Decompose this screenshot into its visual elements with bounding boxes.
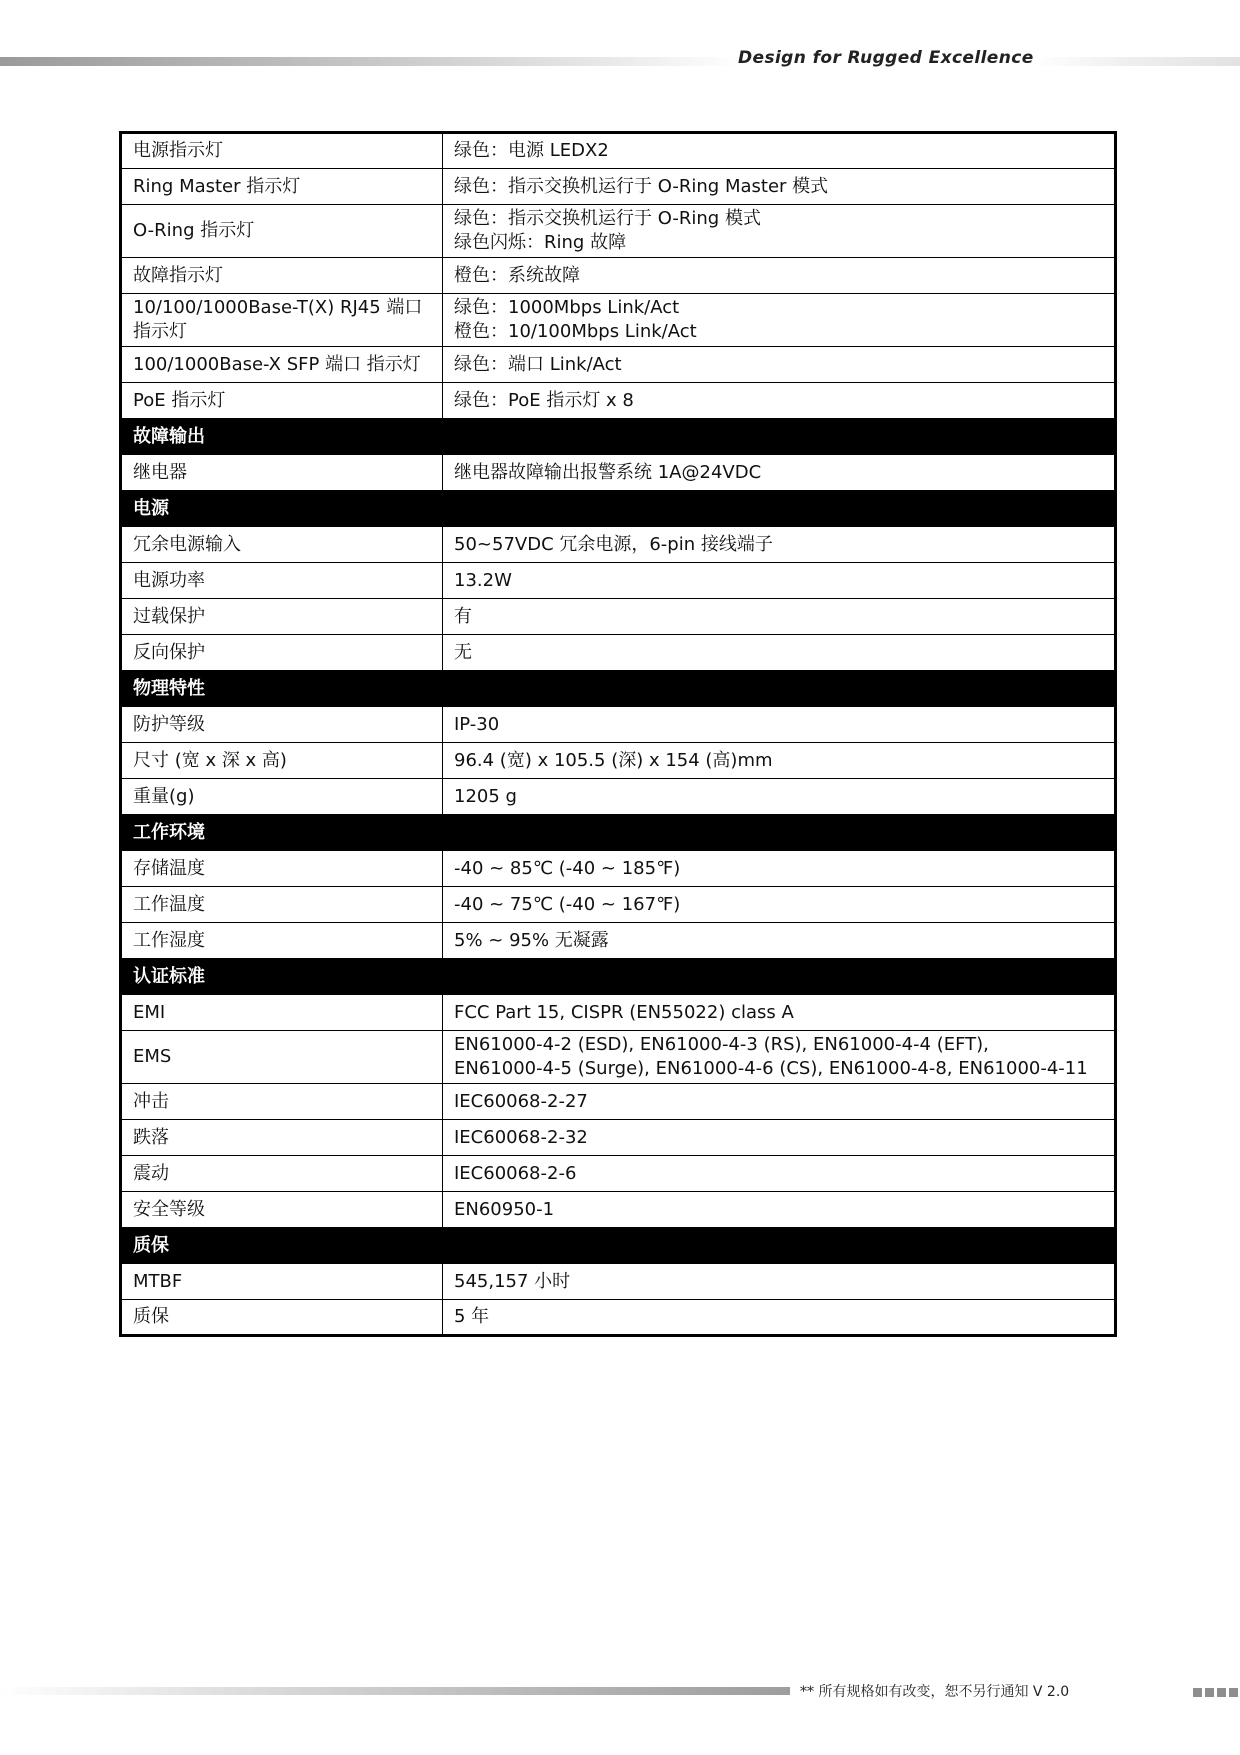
spec-value-line: IEC60068-2-6 [454, 1162, 577, 1184]
spec-value-line: -40 ~ 85℃ (-40 ~ 185℉) [454, 857, 681, 879]
spec-label [121, 599, 443, 635]
spec-value-line: 545,157 小时 [454, 1270, 571, 1292]
spec-label-line: 冗余电源输入 [133, 533, 241, 555]
spec-value-line: 13.2W [454, 569, 512, 591]
spec-row [121, 455, 1116, 491]
spec-label [121, 635, 443, 671]
spec-label-line: 安全等级 [133, 1198, 205, 1220]
spec-label-line: EMI [133, 1001, 166, 1023]
spec-label [121, 169, 443, 205]
footer-squares [1193, 1688, 1238, 1697]
spec-value-line: -40 ~ 75℃ (-40 ~ 167℉) [454, 893, 681, 915]
spec-value [443, 1264, 1116, 1300]
spec-label-line: PoE 指示灯 [133, 389, 226, 411]
spec-value [443, 133, 1116, 169]
spec-value-line: EN61000-4-5 (Surge), EN61000-4-6 (CS), EN61000-4-8, EN61000-4-11 [454, 1058, 1088, 1079]
spec-label-line: 10/100/1000Base-T(X) RJ45 端口 [133, 297, 423, 318]
spec-label-line: 故障指示灯 [133, 264, 223, 286]
spec-row [121, 1084, 1116, 1120]
spec-label [121, 851, 443, 887]
section-header-row [121, 815, 1116, 851]
spec-label [121, 995, 443, 1031]
spec-value-line: 绿色：1000Mbps Link/Act [454, 297, 680, 318]
section-title: 故障输出 [121, 419, 1116, 455]
spec-label [121, 294, 443, 347]
section-header-row [121, 1228, 1116, 1264]
footer-square [1229, 1688, 1238, 1697]
spec-value [443, 887, 1116, 923]
section-header-row [121, 671, 1116, 707]
spec-row [121, 258, 1116, 294]
spec-label-line: 电源指示灯 [133, 140, 223, 161]
spec-label [121, 707, 443, 743]
spec-label-line: 质保 [133, 1306, 169, 1327]
spec-label [121, 258, 443, 294]
spec-label [121, 205, 443, 258]
spec-value-line: 5% ~ 95% 无凝露 [454, 929, 609, 951]
spec-label-line: MTBF [133, 1270, 183, 1292]
spec-label [121, 887, 443, 923]
spec-label [121, 133, 443, 169]
section-header-row [121, 491, 1116, 527]
spec-value [443, 1084, 1116, 1120]
spec-label [121, 743, 443, 779]
spec-label [121, 527, 443, 563]
spec-value-line: 绿色闪烁：Ring 故障 [454, 232, 627, 253]
spec-value [443, 707, 1116, 743]
spec-value-line: 50~57VDC 冗余电源，6-pin 接线端子 [454, 533, 773, 555]
footer-version: V 2.0 [1032, 1684, 1070, 1700]
spec-value-line: 96.4 (宽) x 105.5 (深) x 154 (高)mm [454, 749, 773, 771]
spec-value [443, 1300, 1116, 1336]
spec-row [121, 707, 1116, 743]
spec-value-line: EN61000-4-2 (ESD), EN61000-4-3 (RS), EN61000-4-4 (EFT), [454, 1034, 989, 1055]
spec-value [443, 455, 1116, 491]
spec-value [443, 205, 1116, 258]
spec-label-line: 过载保护 [133, 605, 205, 627]
spec-row [121, 347, 1116, 383]
spec-label [121, 1264, 443, 1300]
spec-label-line: Ring Master 指示灯 [133, 175, 301, 197]
spec-label-line: 工作湿度 [133, 929, 205, 951]
spec-value-line: 绿色：端口 Link/Act [454, 353, 622, 375]
spec-label [121, 455, 443, 491]
section-title: 工作环境 [121, 815, 1116, 851]
spec-label-line: 震动 [133, 1162, 169, 1184]
spec-value [443, 779, 1116, 815]
spec-row [121, 563, 1116, 599]
spec-value [443, 1120, 1116, 1156]
spec-row [121, 635, 1116, 671]
spec-row [121, 779, 1116, 815]
header-tagline: Design for Rugged Excellence [738, 48, 1034, 68]
spec-value-line: IEC60068-2-27 [454, 1090, 588, 1112]
spec-value-line: 橙色：10/100Mbps Link/Act [454, 321, 697, 342]
section-title: 质保 [121, 1228, 1116, 1264]
spec-row [121, 1192, 1116, 1228]
spec-value [443, 294, 1116, 347]
spec-row [121, 133, 1116, 169]
spec-table-body [121, 133, 1116, 1336]
spec-row [121, 995, 1116, 1031]
spec-label [121, 1031, 443, 1084]
section-title: 认证标准 [121, 959, 1116, 995]
footer-square [1193, 1688, 1202, 1697]
spec-label [121, 1300, 443, 1336]
section-title: 物理特性 [121, 671, 1116, 707]
spec-label-line: 重量(g) [133, 785, 195, 807]
spec-label [121, 383, 443, 419]
spec-label-line: 冲击 [133, 1090, 169, 1112]
spec-value-line: 绿色：电源 LEDX2 [454, 140, 609, 161]
footer-note [800, 1681, 1069, 1701]
spec-value-line: 绿色：PoE 指示灯 x 8 [454, 389, 634, 411]
spec-row [121, 169, 1116, 205]
spec-label [121, 1192, 443, 1228]
spec-value [443, 1031, 1116, 1084]
spec-row [121, 851, 1116, 887]
spec-row [121, 1264, 1116, 1300]
spec-row [121, 1156, 1116, 1192]
header-decor-bar-right [1030, 57, 1240, 66]
spec-value-line: IEC60068-2-32 [454, 1126, 588, 1148]
spec-label [121, 1084, 443, 1120]
spec-row [121, 1300, 1116, 1336]
spec-row [121, 599, 1116, 635]
spec-row [121, 527, 1116, 563]
footer-decor-bar [0, 1687, 790, 1695]
spec-value [443, 1156, 1116, 1192]
spec-value-line: 有 [454, 605, 472, 627]
section-header-row [121, 419, 1116, 455]
spec-label-line: 跌落 [133, 1126, 169, 1148]
spec-value-line: FCC Part 15, CISPR (EN55022) class A [454, 1001, 794, 1023]
spec-label [121, 563, 443, 599]
spec-label-line: 工作温度 [133, 893, 205, 915]
section-header-row [121, 959, 1116, 995]
spec-value [443, 635, 1116, 671]
spec-value [443, 599, 1116, 635]
spec-value-line: 5 年 [454, 1306, 490, 1327]
spec-value [443, 1192, 1116, 1228]
spec-label-line: 继电器 [133, 461, 187, 483]
spec-label-line: 存储温度 [133, 857, 205, 879]
spec-label [121, 1120, 443, 1156]
spec-value-line: 绿色：指示交换机运行于 O-Ring 模式 [454, 208, 761, 229]
header-decor-bar [0, 57, 740, 66]
spec-label-line: 反向保护 [133, 641, 205, 663]
spec-value-line: 无 [454, 641, 472, 663]
spec-row [121, 294, 1116, 347]
spec-row [121, 887, 1116, 923]
spec-row [121, 383, 1116, 419]
spec-value [443, 851, 1116, 887]
spec-label-line: 指示灯 [133, 321, 187, 342]
spec-row [121, 923, 1116, 959]
spec-value-line: EN60950-1 [454, 1198, 555, 1220]
spec-value [443, 995, 1116, 1031]
footer-square [1217, 1688, 1226, 1697]
spec-label-line: O-Ring 指示灯 [133, 220, 255, 241]
spec-label-line: 防护等级 [133, 713, 205, 735]
footer-square [1205, 1688, 1214, 1697]
spec-label-line: 100/1000Base-X SFP 端口 指示灯 [133, 353, 421, 375]
section-title: 电源 [121, 491, 1116, 527]
spec-label [121, 923, 443, 959]
spec-table [119, 131, 1117, 1337]
spec-value [443, 923, 1116, 959]
spec-row [121, 1120, 1116, 1156]
spec-label [121, 347, 443, 383]
spec-value-line: 绿色：指示交换机运行于 O-Ring Master 模式 [454, 175, 829, 197]
spec-value [443, 563, 1116, 599]
spec-value [443, 383, 1116, 419]
spec-value-line: 继电器故障输出报警系统 1A@24VDC [454, 461, 762, 483]
spec-value [443, 743, 1116, 779]
spec-label [121, 779, 443, 815]
spec-row [121, 1031, 1116, 1084]
spec-label-line: 电源功率 [133, 569, 205, 591]
spec-value-line: 橙色：系统故障 [454, 264, 580, 286]
spec-label [121, 1156, 443, 1192]
spec-value-line: IP-30 [454, 713, 500, 735]
spec-value [443, 347, 1116, 383]
spec-value [443, 527, 1116, 563]
footer-disclaimer: ** 所有规格如有改变，恕不另行通知 [800, 1684, 1029, 1700]
spec-value [443, 258, 1116, 294]
spec-row [121, 743, 1116, 779]
spec-label-line: EMS [133, 1046, 172, 1067]
spec-value-line: 1205 g [454, 785, 517, 807]
spec-label-line: 尺寸 (宽 x 深 x 高) [133, 749, 287, 771]
spec-row [121, 205, 1116, 258]
spec-value [443, 169, 1116, 205]
